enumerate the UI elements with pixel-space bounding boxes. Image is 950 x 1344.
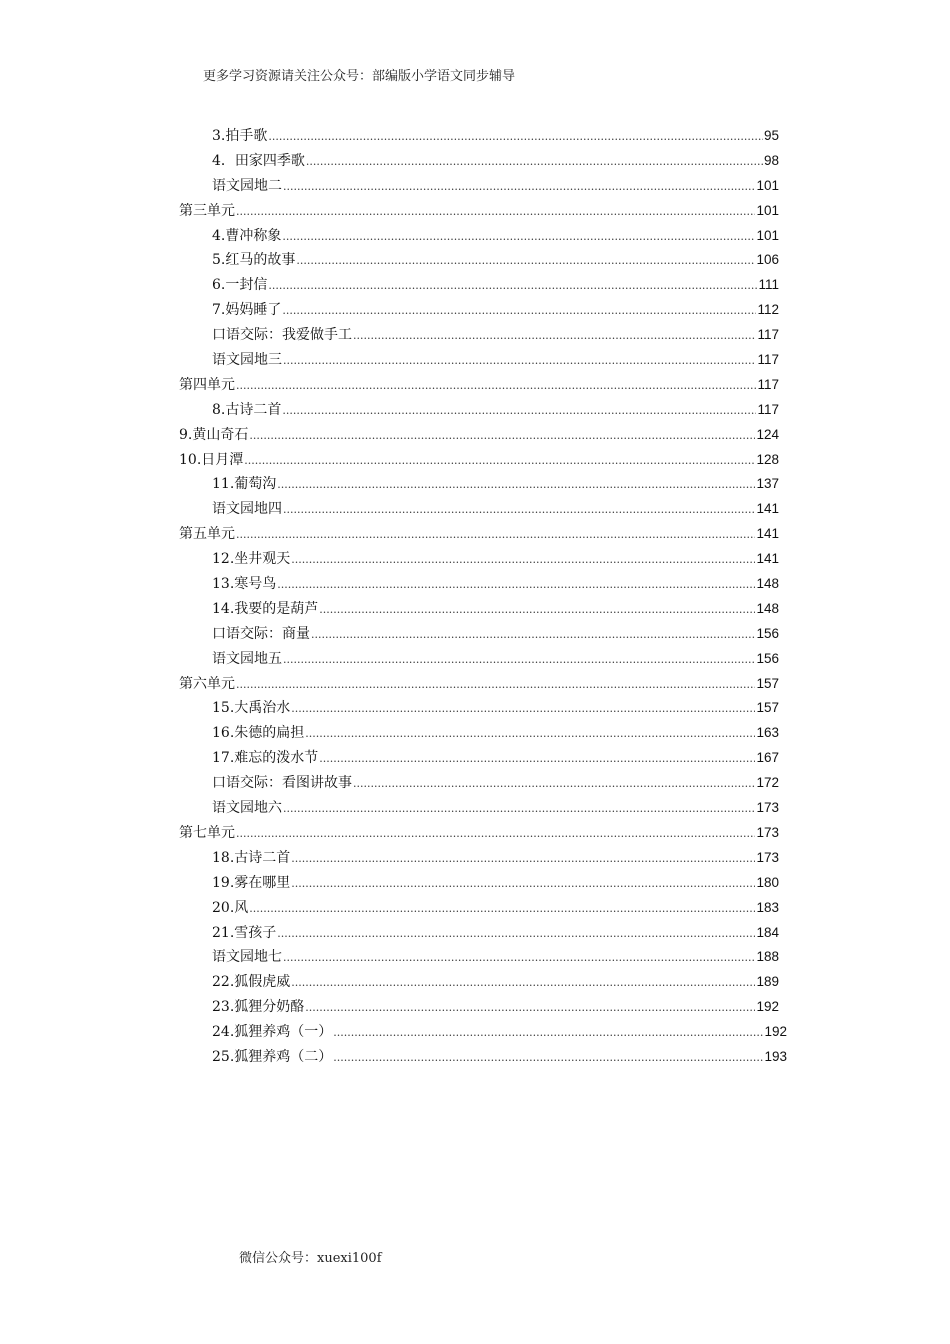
toc-dot-leader: [277, 921, 755, 947]
toc-entry[interactable]: [0, 721, 779, 746]
toc-entry-page-number: 141: [756, 526, 779, 542]
toc-entry-title: 24.狐狸养鸡（一）: [212, 1024, 333, 1041]
toc-entry[interactable]: [0, 448, 779, 473]
toc-dot-leader: [236, 199, 755, 225]
toc-dot-leader: [283, 647, 755, 673]
toc-entry-title: 20.风: [212, 899, 249, 916]
toc-entry[interactable]: [0, 696, 779, 721]
toc-entry-title: 16.朱德的扁担: [212, 725, 305, 742]
toc-entry-title: 3.拍手歌: [212, 128, 268, 144]
toc-entry-title: 9.黄山奇石: [179, 426, 249, 443]
toc-entry-page-number: 117: [757, 401, 779, 417]
toc-entry-page-number: 98: [763, 152, 779, 168]
toc-entry[interactable]: [0, 896, 779, 921]
toc-entry[interactable]: [0, 871, 779, 896]
toc-entry-title: 14.我要的是葫芦: [212, 600, 319, 617]
toc-entry-title: 口语交际：看图讲故事: [212, 775, 352, 792]
toc-entry[interactable]: [0, 398, 779, 423]
toc-entry[interactable]: [0, 497, 779, 522]
toc-entry[interactable]: [0, 522, 779, 547]
toc-dot-leader: [277, 472, 755, 498]
toc-entry-title: 17.难忘的泼水节: [212, 750, 319, 767]
toc-entry[interactable]: [0, 1045, 787, 1070]
toc-dot-leader: [305, 995, 755, 1021]
toc-entry-page-number: 156: [756, 625, 779, 641]
toc-entry-title: 13.寒号鸟: [212, 576, 277, 593]
toc-entry[interactable]: [0, 622, 779, 647]
toc-entry-title: 19.雾在哪里: [212, 874, 291, 891]
toc-entry-page-number: 156: [756, 650, 779, 666]
toc-entry[interactable]: [0, 970, 779, 995]
toc-entry[interactable]: [0, 423, 779, 448]
toc-dot-leader: [283, 497, 755, 523]
toc-dot-leader: [291, 871, 755, 897]
toc-entry-page-number: 141: [756, 501, 779, 517]
toc-entry-title: 语文园地七: [212, 949, 282, 966]
toc-entry-page-number: 95: [763, 128, 779, 143]
toc-dot-leader: [268, 273, 757, 299]
toc-entry-title: 第七单元: [179, 824, 235, 841]
toc-dot-leader: [268, 124, 763, 150]
toc-entry-title: 4.曹冲称象: [212, 227, 282, 244]
toc-entry[interactable]: [0, 224, 779, 249]
toc-entry-page-number: 117: [757, 352, 779, 368]
toc-entry-page-number: 180: [756, 874, 779, 890]
toc-entry-title: 15.大禹治水: [212, 700, 291, 717]
toc-dot-leader: [282, 224, 755, 250]
toc-entry-title: 25.狐狸养鸡（二）: [212, 1048, 333, 1065]
toc-entry-page-number: 106: [756, 252, 779, 268]
toc-entry-title: 12.坐井观天: [212, 551, 291, 568]
toc-entry[interactable]: [0, 248, 779, 273]
toc-dot-leader: [319, 597, 755, 623]
toc-entry-title: 第六单元: [179, 675, 235, 692]
toc-entry-title: 第四单元: [179, 376, 235, 393]
toc-entry[interactable]: [0, 796, 779, 821]
toc-entry-page-number: 183: [756, 899, 779, 915]
toc-entry[interactable]: [0, 174, 779, 199]
toc-entry-page-number: 141: [756, 551, 779, 567]
toc-dot-leader: [311, 622, 755, 648]
toc-entry[interactable]: [0, 273, 779, 298]
toc-entry[interactable]: [0, 771, 779, 796]
toc-entry[interactable]: [0, 298, 779, 323]
toc-entry-page-number: 163: [756, 725, 779, 741]
toc-entry[interactable]: [0, 921, 779, 946]
toc-entry-title: 语文园地五: [212, 650, 282, 667]
page-footer: 微信公众号：xuexi100f: [239, 1251, 382, 1266]
toc-entry-page-number: 117: [757, 327, 779, 343]
toc-entry[interactable]: [0, 945, 779, 970]
toc-entry-title: 21.雪孩子: [212, 924, 277, 941]
toc-dot-leader: [249, 896, 755, 922]
toc-entry-title: 6.一封信: [212, 277, 268, 294]
toc-entry-page-number: 173: [756, 849, 779, 865]
toc-entry-page-number: 117: [757, 376, 779, 392]
table-of-contents: [0, 124, 950, 1070]
toc-dot-leader: [319, 746, 755, 772]
toc-entry[interactable]: [0, 323, 779, 348]
toc-dot-leader: [353, 771, 755, 797]
toc-entry[interactable]: [0, 1020, 787, 1045]
toc-entry-page-number: 184: [756, 924, 779, 940]
toc-entry-title: 第三单元: [179, 202, 235, 219]
toc-entry-title: 口语交际：商量: [212, 625, 310, 642]
toc-entry-page-number: 148: [756, 576, 779, 592]
toc-dot-leader: [291, 846, 755, 872]
toc-entry[interactable]: [0, 348, 779, 373]
toc-entry[interactable]: [0, 373, 779, 398]
toc-entry-title: 11.葡萄沟: [212, 476, 277, 493]
toc-entry[interactable]: [0, 199, 779, 224]
toc-dot-leader: [291, 696, 755, 722]
toc-entry[interactable]: [0, 149, 779, 174]
toc-entry-title: 8.古诗二首: [212, 401, 282, 418]
toc-dot-leader: [236, 522, 755, 548]
toc-dot-leader: [333, 1020, 763, 1046]
toc-entry-title: 口语交际：我爱做手工: [212, 327, 352, 344]
toc-entry-page-number: 192: [756, 999, 779, 1015]
toc-entry[interactable]: [0, 597, 779, 622]
toc-entry[interactable]: [0, 821, 779, 846]
toc-entry[interactable]: [0, 124, 779, 149]
toc-entry-page-number: 101: [756, 202, 779, 218]
toc-dot-leader: [282, 398, 756, 424]
toc-entry-page-number: 148: [756, 600, 779, 616]
toc-dot-leader: [306, 149, 763, 175]
toc-dot-leader: [283, 945, 755, 971]
toc-entry-title: 4．田家四季歌: [212, 152, 305, 169]
toc-entry-page-number: 172: [756, 775, 779, 791]
toc-dot-leader: [282, 298, 756, 324]
toc-entry-page-number: 192: [764, 1024, 787, 1040]
toc-dot-leader: [249, 423, 755, 449]
toc-entry-page-number: 173: [756, 800, 779, 816]
toc-dot-leader: [333, 1045, 763, 1071]
toc-entry-page-number: 157: [756, 700, 779, 716]
toc-entry-title: 7.妈妈睡了: [212, 302, 282, 319]
toc-entry-title: 语文园地二: [212, 177, 282, 194]
toc-entry-title: 第五单元: [179, 526, 235, 543]
toc-entry-page-number: 124: [756, 426, 779, 442]
toc-entry-page-number: 128: [756, 451, 779, 467]
toc-dot-leader: [353, 323, 756, 349]
toc-entry[interactable]: [0, 746, 779, 771]
toc-entry-title: 22.狐假虎威: [212, 974, 291, 991]
toc-entry-page-number: 188: [756, 949, 779, 965]
toc-entry-page-number: 111: [758, 277, 779, 293]
toc-entry-page-number: 189: [756, 974, 779, 990]
toc-entry[interactable]: [0, 472, 779, 497]
toc-dot-leader: [236, 373, 756, 399]
toc-dot-leader: [283, 174, 755, 200]
toc-entry-page-number: 101: [756, 177, 779, 193]
toc-entry-title: 5.红马的故事: [212, 252, 296, 269]
toc-entry-page-number: 101: [756, 227, 779, 243]
toc-dot-leader: [236, 821, 755, 847]
toc-dot-leader: [291, 970, 755, 996]
toc-entry-title: 语文园地四: [212, 501, 282, 518]
toc-entry-title: 10.日月潭: [179, 451, 244, 468]
toc-entry[interactable]: [0, 672, 779, 697]
toc-entry-title: 18.古诗二首: [212, 849, 291, 866]
toc-dot-leader: [277, 572, 755, 598]
toc-dot-leader: [236, 672, 755, 698]
toc-entry[interactable]: [0, 572, 779, 597]
toc-entry-page-number: 167: [756, 750, 779, 766]
toc-dot-leader: [296, 248, 755, 274]
toc-entry-title: 23.狐狸分奶酪: [212, 999, 305, 1016]
toc-dot-leader: [283, 348, 756, 374]
toc-entry-title: 语文园地六: [212, 800, 282, 817]
toc-entry-page-number: 173: [756, 824, 779, 840]
toc-entry-page-number: 193: [764, 1048, 787, 1064]
toc-entry-page-number: 137: [756, 476, 779, 492]
toc-entry[interactable]: [0, 647, 779, 672]
toc-entry[interactable]: [0, 846, 779, 871]
toc-dot-leader: [244, 448, 755, 474]
toc-dot-leader: [305, 721, 755, 747]
page-header: 更多学习资源请关注公众号：部编版小学语文同步辅导: [203, 69, 516, 84]
toc-entry[interactable]: [0, 995, 779, 1020]
toc-dot-leader: [291, 547, 755, 573]
toc-entry-page-number: 112: [757, 302, 779, 318]
toc-entry[interactable]: [0, 547, 779, 572]
toc-dot-leader: [283, 796, 755, 822]
toc-entry-title: 语文园地三: [212, 352, 282, 369]
toc-entry-page-number: 157: [756, 675, 779, 691]
